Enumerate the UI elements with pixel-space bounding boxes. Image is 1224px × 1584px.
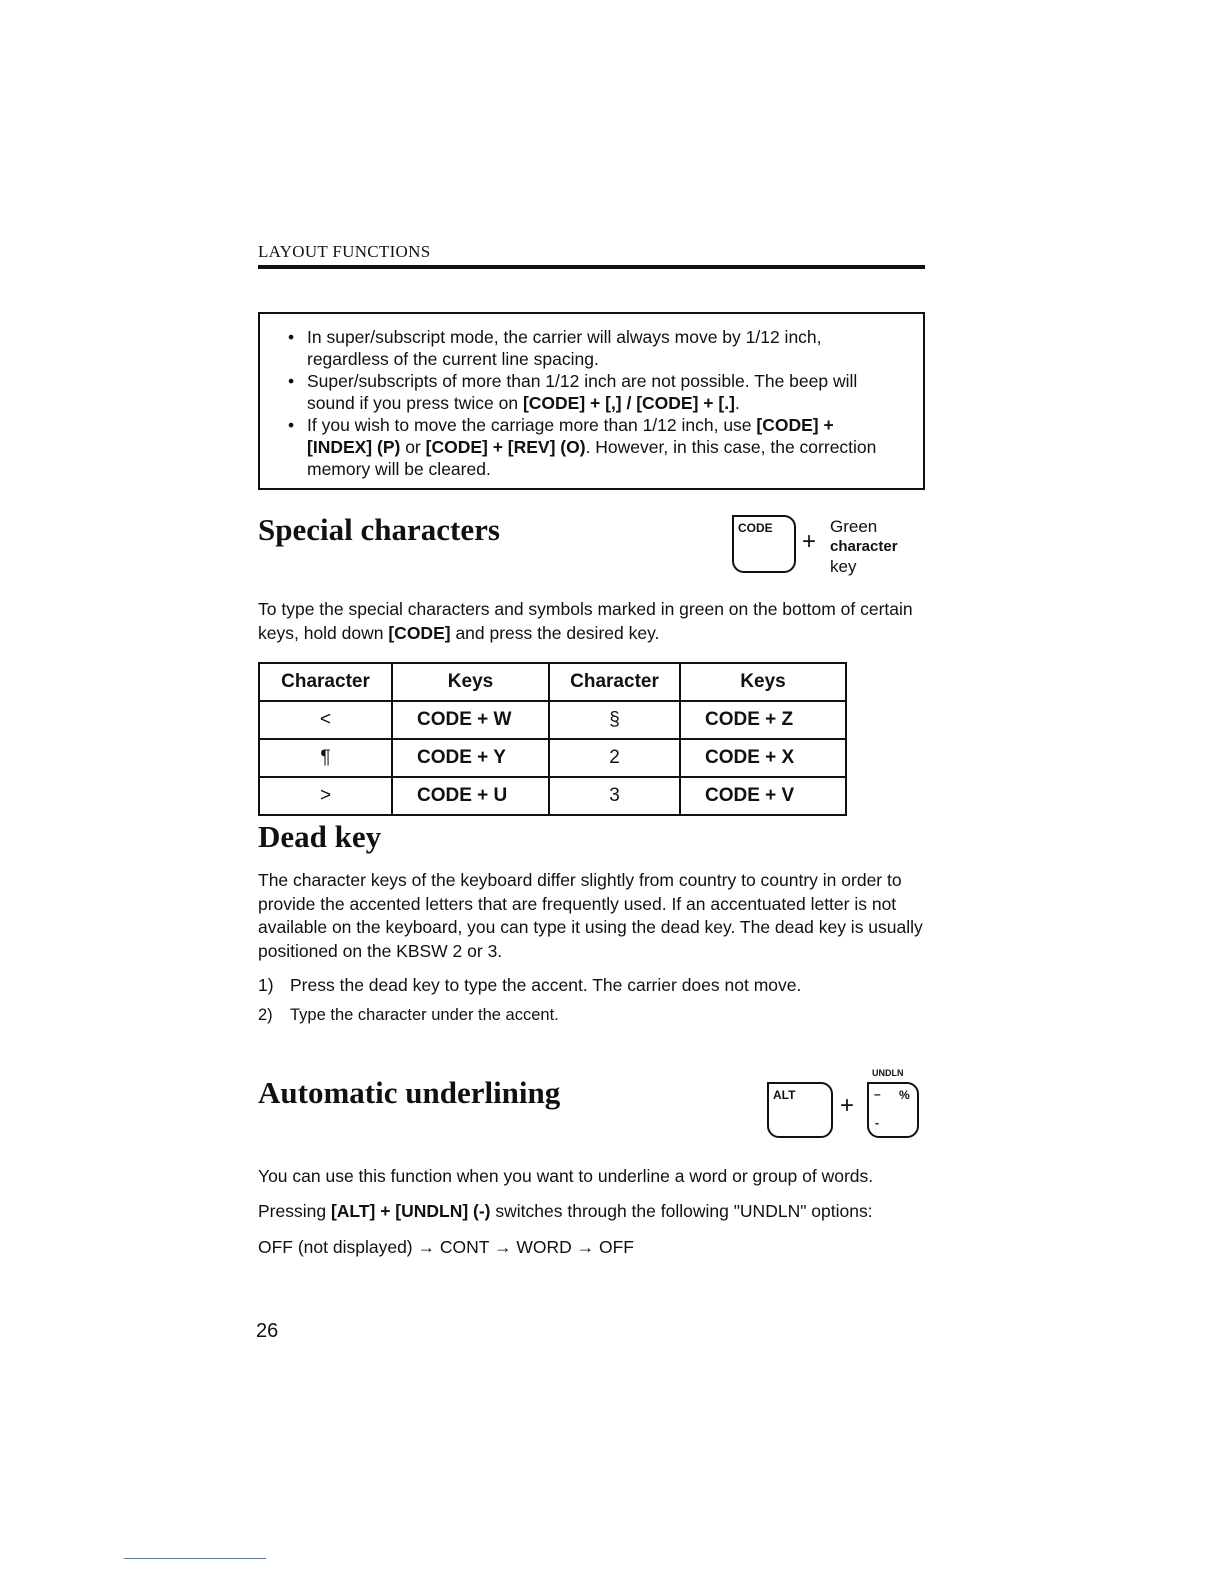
- table-row: [259, 777, 846, 815]
- underlining-line-1: You can use this function when you want to underline a word or group of words.: [258, 1166, 874, 1186]
- note-list: [260, 326, 923, 480]
- footer-rule: [124, 1558, 266, 1559]
- column-header: Keys: [680, 663, 846, 701]
- step-item: 2) Type the character under the accent.: [258, 1006, 559, 1024]
- table-cell: CODE + X: [680, 739, 846, 777]
- key-combo: [CODE] + [INDEX] (P): [307, 415, 834, 457]
- table-cell: §: [549, 701, 680, 739]
- column-header: Character: [549, 663, 680, 701]
- table-cell: <: [259, 701, 392, 739]
- table-row: [259, 701, 846, 739]
- column-header: Keys: [392, 663, 549, 701]
- special-characters-title: Special characters: [258, 512, 500, 547]
- note-item-3: • If you wish to move the carriage more than 1/12 inch, use [CODE] + [INDEX] (P) or [CODE] + [REV] (O). However, in this case, the correction memory will be cleared.: [307, 414, 923, 480]
- underlining-options: OFF (not displayed) → CONT → WORD → OFF: [258, 1237, 634, 1257]
- special-characters-intro: To type the special characters and symbols marked in green on the bottom of certain keys, hold down [CODE] and press the desired key.: [258, 599, 913, 643]
- automatic-underlining-title: Automatic underlining: [258, 1075, 561, 1110]
- table-cell: >: [259, 777, 392, 815]
- table-cell: CODE + Z: [680, 701, 846, 739]
- special-characters-table: [258, 662, 847, 816]
- column-header: Character: [259, 663, 392, 701]
- header-rule: [258, 265, 925, 269]
- running-header: LAYOUT FUNCTIONS: [258, 242, 431, 261]
- alt-key-icon: ALT: [767, 1082, 833, 1138]
- underlining-line-2: Pressing [ALT] + [UNDLN] (-) switches through the following "UNDLN" options:: [258, 1201, 873, 1221]
- table-cell: CODE + U: [392, 777, 549, 815]
- dead-key-paragraph: The character keys of the keyboard differ slightly from country to country in order to provide the accented letters that are frequently used. If an accentuated letter is not available on the keyboard, you can type it using the dead key. The dead key is usually positioned on the KBSW 2 or 3.: [258, 870, 923, 961]
- undln-key-icon: – % -: [867, 1082, 919, 1138]
- key-combo: [CODE] + [,] / [CODE] + [.]: [522, 393, 735, 413]
- note-item-2: • Super/subscripts of more than 1/12 inch are not possible. The beep will sound if you press twice on [CODE] + [,] / [CODE] + [.].: [307, 370, 923, 414]
- plus-sign: +: [802, 528, 817, 555]
- plus-sign: +: [840, 1092, 855, 1119]
- green-character-key-label: Green character key: [830, 517, 898, 576]
- table-cell: 3: [549, 777, 680, 815]
- table-cell: 2: [549, 739, 680, 777]
- table-cell: CODE + W: [392, 701, 549, 739]
- undln-label: UNDLN: [872, 1068, 904, 1078]
- code-key-icon: CODE: [732, 515, 796, 573]
- table-cell: ¶: [259, 739, 392, 777]
- table-cell: CODE + Y: [392, 739, 549, 777]
- key-combo: [CODE] + [REV] (O): [425, 437, 586, 457]
- note-box: [258, 312, 925, 490]
- step-item: 1) Press the dead key to type the accent. The carrier does not move.: [258, 975, 802, 995]
- table-row: [259, 739, 846, 777]
- dead-key-steps: [258, 975, 925, 1025]
- note-item-1: • In super/subscript mode, the carrier will always move by 1/12 inch, regardless of the current line spacing.: [307, 326, 923, 370]
- table-header-row: [259, 663, 846, 701]
- table-cell: CODE + V: [680, 777, 846, 815]
- page-number: 26: [256, 1320, 279, 1342]
- dead-key-title: Dead key: [258, 819, 382, 854]
